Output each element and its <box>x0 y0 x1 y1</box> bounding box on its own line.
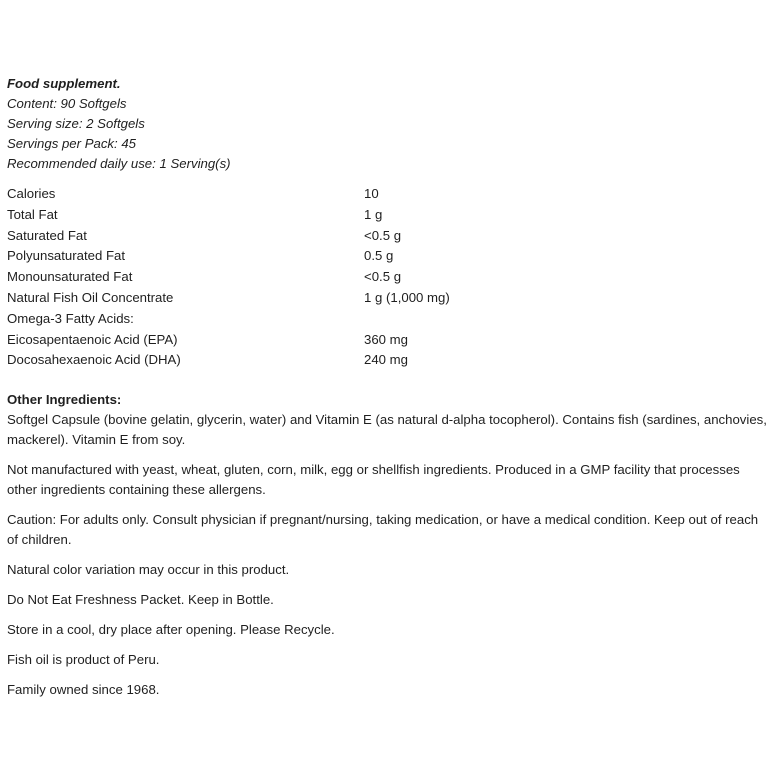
allergen-paragraph: Not manufactured with yeast, wheat, gluten, corn, milk, egg or shellfish ingredients. Produced in a GMP facility that processes other ingredients containing these allergens. <box>7 462 740 498</box>
fact-label: Docosahexaenoic Acid (DHA) <box>7 352 181 368</box>
facts-row <box>7 205 450 226</box>
fact-label: Eicosapentaenoic Acid (EPA) <box>7 331 178 347</box>
fact-label: Saturated Fat <box>7 227 87 243</box>
fact-value: <0.5 g <box>364 227 402 243</box>
nutrition-facts-table <box>7 184 450 371</box>
fact-value: 0.5 g <box>364 248 394 264</box>
facts-row <box>7 226 450 247</box>
facts-row <box>7 288 450 309</box>
fact-label: Polyunsaturated Fat <box>7 248 126 264</box>
color-variation-paragraph: Natural color variation may occur in this product. <box>7 562 290 578</box>
fact-label: Calories <box>7 186 56 201</box>
facts-row <box>7 309 450 330</box>
facts-row <box>7 330 450 351</box>
facts-row <box>7 267 450 288</box>
facts-row <box>7 350 450 371</box>
fact-value <box>364 309 450 330</box>
ingredients-paragraph: Softgel Capsule (bovine gelatin, glycerin, water) and Vitamin E (as natural d-alpha tocopherol). Contains fish (sardines, anchovies, mackerel). Vitamin E from soy. <box>7 412 767 448</box>
fact-label: Natural Fish Oil Concentrate <box>7 289 174 305</box>
servings-per-pack-line: Servings per Pack: 45 <box>7 136 137 151</box>
product-intro <box>7 74 769 174</box>
fact-value: 1 g <box>364 206 383 222</box>
fact-value: 10 <box>364 186 379 201</box>
product-label-document <box>7 74 769 710</box>
other-ingredients-heading: Other Ingredients: <box>7 392 122 408</box>
storage-paragraph: Store in a cool, dry place after opening. Please Recycle. <box>7 622 335 638</box>
fact-value: 1 g (1,000 mg) <box>364 289 450 305</box>
fact-value: 360 mg <box>364 331 408 347</box>
fact-label: Monounsaturated Fat <box>7 269 133 285</box>
facts-row <box>7 246 450 267</box>
fact-label: Omega-3 Fatty Acids: <box>7 310 134 326</box>
content-line: Content: 90 Softgels <box>7 96 127 111</box>
fact-label: Total Fat <box>7 206 58 222</box>
family-owned-paragraph: Family owned since 1968. <box>7 682 160 698</box>
recommended-use-line: Recommended daily use: 1 Serving(s) <box>7 156 231 171</box>
freshness-packet-paragraph: Do Not Eat Freshness Packet. Keep in Bottle. <box>7 592 274 608</box>
fact-value: <0.5 g <box>364 269 402 285</box>
product-type-title: Food supplement. <box>7 76 121 91</box>
serving-size-line: Serving size: 2 Softgels <box>7 116 145 131</box>
caution-paragraph: Caution: For adults only. Consult physician if pregnant/nursing, taking medication, or have a medical condition. Keep out of reach of children. <box>7 512 759 548</box>
fact-value: 240 mg <box>364 352 408 368</box>
origin-paragraph: Fish oil is product of Peru. <box>7 652 160 668</box>
facts-row <box>7 184 450 205</box>
